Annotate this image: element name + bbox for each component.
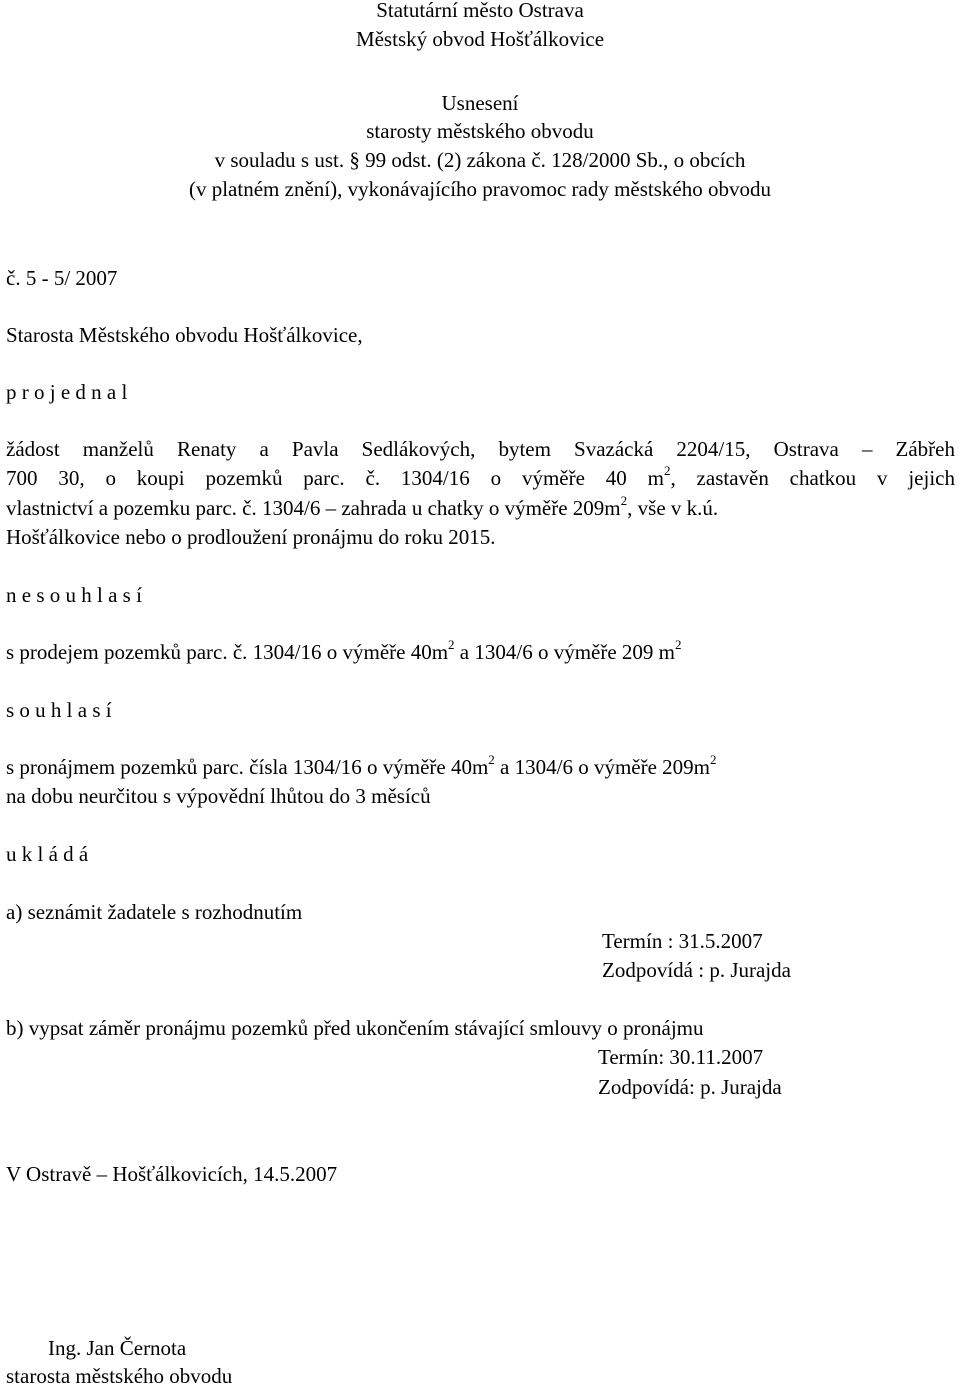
request-line-2: 700 30, o koupi pozemků parc. č. 1304/16 o výměře 40 $m^2$, zastavěn chatkou v jejich — [6, 463, 955, 490]
title-legal-basis-cont: (v platném znění), vykonávajícího pravomoc rady městského obvodu — [188, 177, 771, 201]
header-city: Statutární město Ostrava — [376, 0, 584, 22]
verb-discussed: p r o j e d n a l — [6, 380, 128, 404]
task-a-deadline: Termín : 31.5.2007 — [602, 929, 763, 953]
agrees-line-1: s pronájmem pozemků parc. čísla 1304/16 o výměře $40m^2$ a 1304/6 o výměře $209m^2$ — [6, 752, 717, 779]
header-district: Městský obvod Hošťálkovice — [355, 27, 605, 51]
request-line-3: vlastnictví a pozemku parc. č. 1304/6 – zahrada u chatky o výměře $209m^2$, vše v k.ú. — [6, 493, 719, 520]
request-line-1: žádost manželů Renaty a Pavla Sedlákových, bytem Svazácká 2204/15, Ostrava – Zábřeh — [6, 437, 955, 461]
task-b-text: b) vypsat záměr pronájmu pozemků před ukončením stávající smlouvy o pronájmu — [6, 1016, 704, 1040]
signatory-role: starosta městského obvodu — [6, 1364, 233, 1388]
agrees-line-2: na dobu neurčitou s výpovědní lhůtou do 3 měsíců — [6, 784, 431, 808]
verb-imposes: u k l á d á — [6, 842, 89, 866]
task-b-deadline: Termín: 30.11.2007 — [598, 1045, 764, 1069]
disagrees-text: s prodejem pozemků parc. č. 1304/16 o výměře $40m^2$ a 1304/6 o výměře 209 $m^2$ — [6, 637, 682, 664]
task-a-text: a) seznámit žadatele s rozhodnutím — [6, 900, 303, 924]
title-issuer: starosty městského obvodu — [366, 119, 594, 143]
request-line-4: Hošťálkovice nebo o prodloužení pronájmu do roku 2015. — [6, 525, 496, 549]
place-date: V Ostravě – Hošťálkovicích, 14.5.2007 — [6, 1162, 338, 1186]
document-title: Usnesení — [441, 91, 519, 115]
task-a-responsible: Zodpovídá : p. Jurajda — [602, 958, 791, 982]
task-b-responsible: Zodpovídá: p. Jurajda — [598, 1075, 782, 1099]
resolution-number: č. 5 - 5/ 2007 — [6, 266, 118, 290]
subject-line: Starosta Městského obvodu Hošťálkovice, — [6, 323, 363, 347]
title-legal-basis: v souladu s ust. § 99 odst. (2) zákona č. 128/2000 Sb., o obcích — [214, 148, 746, 172]
verb-agrees: s o u h l a s í — [6, 698, 112, 722]
verb-disagrees: n e s o u h l a s í — [6, 583, 142, 607]
signatory-name: Ing. Jan Černota — [48, 1336, 187, 1360]
